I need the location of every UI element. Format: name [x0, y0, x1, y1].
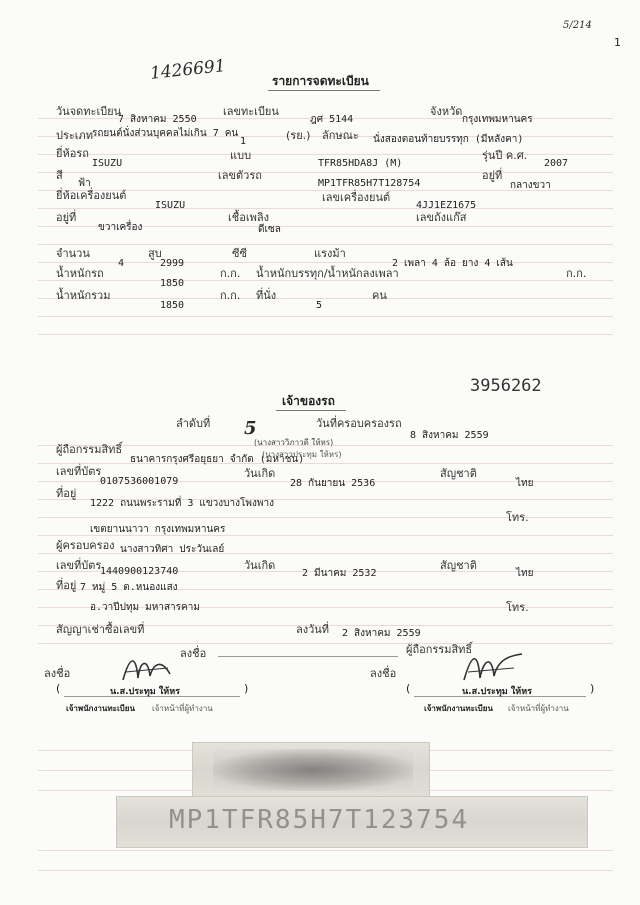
contract-date-value: 2 สิงหาคม 2559	[342, 628, 421, 639]
officer-title-left-2: เจ้าหน้าที่ผู้ทำงาน	[152, 704, 213, 713]
document-page: 5/214 1 1426691 รายการจดทะเบียน วันจดทะเบียน 7 สิงหาคม 2550 เลขทะเบียน ฎศ 5144 จังหวัด กรุงเทพมหานคร ประเภท รถยนต์นั่งส่วนบุคคลไม่เกิน 7 คน (รย.) 1 ลักษณะ นั่งสองตอนท้ายบรรทุก (มีหลังคา) ยี่ห้อรถ ISUZU แบบ TFR85HDA8J (M) รุ่นปี ค.ศ. 2007 สี ฟ้า เลขตัวรถ MP1TFR85H7T128754 อยู่ที่ กลางขวา ยี่ห้อเครื่องยนต์ ISUZU เลขเครื่องยนต์ 4JJ1EZ1675 อยู่ที่ ขวาเครื่อง เชื้อเพลิง ดีเซล เลขถังแก๊ส จำนวน สูบ 4 ซีซี 2999 แรงม้า 2 เพลา 4 ล้อ ยาง 4 เส้น น้ำหนักรถ 1850 ก.ก. น้ำหนักบรรทุก/น้ำหนักลงเพลา ก.ก. น้ำหนักรวม 1850 ก.ก. ที่นั่ง 5 คน 3956262 เจ้าของรถ ลำดับที่ 5 วันที่ครอบครองรถ 8 สิงหาคม 2559 (นางสาววิภาวดี ให้หร) ผู้ถือกรรมสิทธิ์ ธนาคารกรุงศรีอยุธยา จำกัด (มหาชน) (นางสาวประทุม ให้หร) เลขที่บัตร 0107536001079 วันเกิด 28 กันยายน 2536 สัญชาติ ไทย ที่อยู่ 1222 ถนนพระรามที่ 3 แขวงบางโพงพาง เขตยานนาวา กรุงเทพมหานคร โทร. ผู้ครอบครอง นางสาวทิศา ประวันเลย์ เลขที่บัตร 1440900123740 วันเกิด 2 มีนาคม 2532 สัญชาติ ไทย ที่อยู่ 7 หมู่ 5 ต.หนองแสง อ.วาปีปทุม มหาสารคาม โทร. สัญญาเช่าซื้อเลขที่ ลงวันที่ 2 สิงหาคม 2559 ลงชื่อ ผู้ถือกรรมสิทธิ์ ลงชื่อ ลงชื่อ ( ) ( ) น.ส.ประทุม ให้หร น.ส.ประทุม ให้หร เจ้าพนักงานทะเบียน เจ้าหน้าที่ผู้ทำงาน เจ้าพนักงานทะเบียน เจ้าหน้าที่ผู้ทำงาน MP1TFR85H7T123754	[0, 0, 640, 905]
officer-title-left: เจ้าพนักงานทะเบียน	[66, 704, 135, 713]
weight-value: 1850	[160, 278, 185, 289]
color-label: สี	[56, 169, 63, 182]
dob-value: 28 กันยายน 2536	[290, 478, 376, 489]
cylinder-label: สูบ	[148, 247, 162, 260]
rs-value: 1	[240, 136, 247, 147]
weight-label: น้ำหนักรถ	[56, 267, 104, 280]
card-label: เลขที่บัตร	[56, 465, 102, 478]
style-value: นั่งสองตอนท้ายบรรทุก (มีหลังคา)	[373, 134, 524, 145]
sign-label: ลงชื่อ	[180, 647, 207, 660]
cc-value: 2999	[160, 258, 185, 269]
axle-value: 2 เพลา 4 ล้อ ยาง 4 เส้น	[392, 258, 513, 269]
year-label: รุ่นปี ค.ศ.	[482, 149, 528, 162]
address2-line-2: อ.วาปีปทุม มหาสารคาม	[90, 602, 200, 613]
engine-location-value: ขวาเครื่อง	[98, 222, 143, 233]
dob-label: วันเกิด	[244, 467, 276, 480]
location-label: อยู่ที่	[482, 169, 503, 182]
officer-title-right: เจ้าพนักงานทะเบียน	[424, 704, 493, 713]
total-weight-value: 1850	[160, 300, 185, 311]
page-number: 1	[614, 36, 621, 49]
sign-right-label: ลงชื่อ	[370, 667, 397, 680]
location-value: กลางขวา	[510, 180, 551, 191]
card-value: 0107536001079	[100, 476, 179, 487]
possession-value: 8 สิงหาคม 2559	[410, 430, 489, 441]
contract-date-label: ลงวันที่	[296, 623, 330, 636]
total-weight-label: น้ำหนักรวม	[56, 289, 111, 302]
address2-line-1: 7 หมู่ 5 ต.หนองแสง	[80, 582, 178, 593]
kg-label-2: ก.ก.	[566, 267, 587, 280]
nationality-value: ไทย	[516, 478, 534, 489]
holder-sign-label: ผู้ถือกรรมสิทธิ์	[406, 643, 473, 656]
province-label: จังหวัด	[430, 105, 463, 118]
contract-label: สัญญาเช่าซื้อเลขที่	[56, 623, 145, 636]
year-value: 2007	[544, 158, 569, 169]
reg-number-label: เลขทะเบียน	[223, 105, 279, 118]
seat-value: 5	[316, 300, 323, 311]
province-value: กรุงเทพมหานคร	[462, 114, 533, 125]
cylinder-value: 4	[118, 258, 125, 269]
seat-label: ที่นั่ง	[256, 289, 277, 302]
card2-label: เลขที่บัตร	[56, 559, 102, 572]
style-label: ลักษณะ	[322, 129, 359, 142]
engine-number-label: เลขเครื่องยนต์	[322, 191, 391, 204]
load-label: น้ำหนักบรรทุก/น้ำหนักลงเพลา	[256, 267, 399, 280]
engine-number-value: 4JJ1EZ1675	[416, 200, 477, 211]
officer-title-right-2: เจ้าหน้าที่ผู้ทำงาน	[508, 704, 569, 713]
chassis-label: เลขตัวรถ	[218, 169, 262, 182]
holder-value: ธนาคารกรุงศรีอยุธยา จำกัด (มหาชน)	[130, 454, 305, 465]
nationality2-label: สัญชาติ	[440, 559, 477, 572]
address-line-2: เขตยานนาวา กรุงเทพมหานคร	[90, 524, 226, 535]
address-line-1: 1222 ถนนพระรามที่ 3 แขวงบางโพงพาง	[90, 498, 274, 509]
gas-tank-label: เลขถังแก๊ส	[416, 211, 467, 224]
tel2-label: โทร.	[506, 601, 529, 614]
brand-label: ยี่ห้อรถ	[56, 147, 89, 160]
type-value: รถยนต์นั่งส่วนบุคคลไม่เกิน 7 คน	[92, 128, 239, 139]
tape-strip-top	[192, 742, 430, 798]
color-value: ฟ้า	[78, 178, 91, 189]
reg-number-value: ฎศ 5144	[310, 114, 354, 125]
order-value: 5	[244, 418, 257, 439]
stamp-note-2: (นางสาวประทุม ให้หร)	[262, 450, 342, 459]
fuel-value: ดีเซล	[258, 224, 281, 235]
engine-brand-label: ยี่ห้อเครื่องยนต์	[56, 189, 127, 202]
seat-unit: คน	[372, 289, 387, 302]
owner-title: เจ้าของรถ	[282, 394, 335, 408]
address2-label: ที่อยู่	[56, 579, 77, 592]
possession-label: วันที่ครอบครองรถ	[316, 417, 402, 430]
fuel-label: เชื้อเพลิง	[228, 211, 269, 224]
tel-label: โทร.	[506, 511, 529, 524]
brand-value: ISUZU	[92, 158, 123, 169]
registration-title: รายการจดทะเบียน	[272, 74, 369, 88]
occupant-label: ผู้ครอบครอง	[56, 539, 115, 552]
officer-name-left: น.ส.ประทุม ให้หร	[110, 687, 180, 697]
reg-date-label: วันจดทะเบียน	[56, 105, 122, 118]
tape-strip-bottom	[116, 796, 588, 848]
kg-label-1: ก.ก.	[220, 267, 241, 280]
page-reference: 5/214	[563, 20, 592, 31]
cc-label: ซีซี	[232, 247, 247, 260]
serial-number: 3956262	[470, 376, 542, 396]
occupant-value: นางสาวทิศา ประวันเลย์	[120, 544, 225, 555]
kg-label-3: ก.ก.	[220, 289, 241, 302]
nationality-label: สัญชาติ	[440, 467, 477, 480]
rs-label: (รย.)	[286, 129, 311, 142]
stamp-note: (นางสาววิภาวดี ให้หร)	[254, 438, 334, 447]
type-label: ประเภท	[56, 129, 94, 142]
order-label: ลำดับที่	[176, 417, 211, 430]
pencil-rubbing-chassis: MP1TFR85H7T123754	[169, 805, 470, 835]
horsepower-label: แรงม้า	[314, 247, 346, 260]
nationality2-value: ไทย	[516, 568, 534, 579]
engine-location-label: อยู่ที่	[56, 211, 77, 224]
count-label: จำนวน	[56, 247, 90, 260]
holder-label: ผู้ถือกรรมสิทธิ์	[56, 443, 123, 456]
model-value: TFR85HDA8J (M)	[318, 158, 403, 169]
engine-brand-value: ISUZU	[155, 200, 186, 211]
reg-date-value: 7 สิงหาคม 2550	[118, 114, 197, 125]
dob2-label: วันเกิด	[244, 559, 276, 572]
sign-left-label: ลงชื่อ	[44, 667, 71, 680]
officer-name-right: น.ส.ประทุม ให้หร	[462, 687, 532, 697]
handwritten-id: 1426691	[149, 56, 227, 84]
model-label: แบบ	[230, 149, 252, 162]
dob2-value: 2 มีนาคม 2532	[302, 568, 377, 579]
card2-value: 1440900123740	[100, 566, 179, 577]
chassis-value: MP1TFR85H7T128754	[318, 178, 421, 189]
address-label: ที่อยู่	[56, 487, 77, 500]
